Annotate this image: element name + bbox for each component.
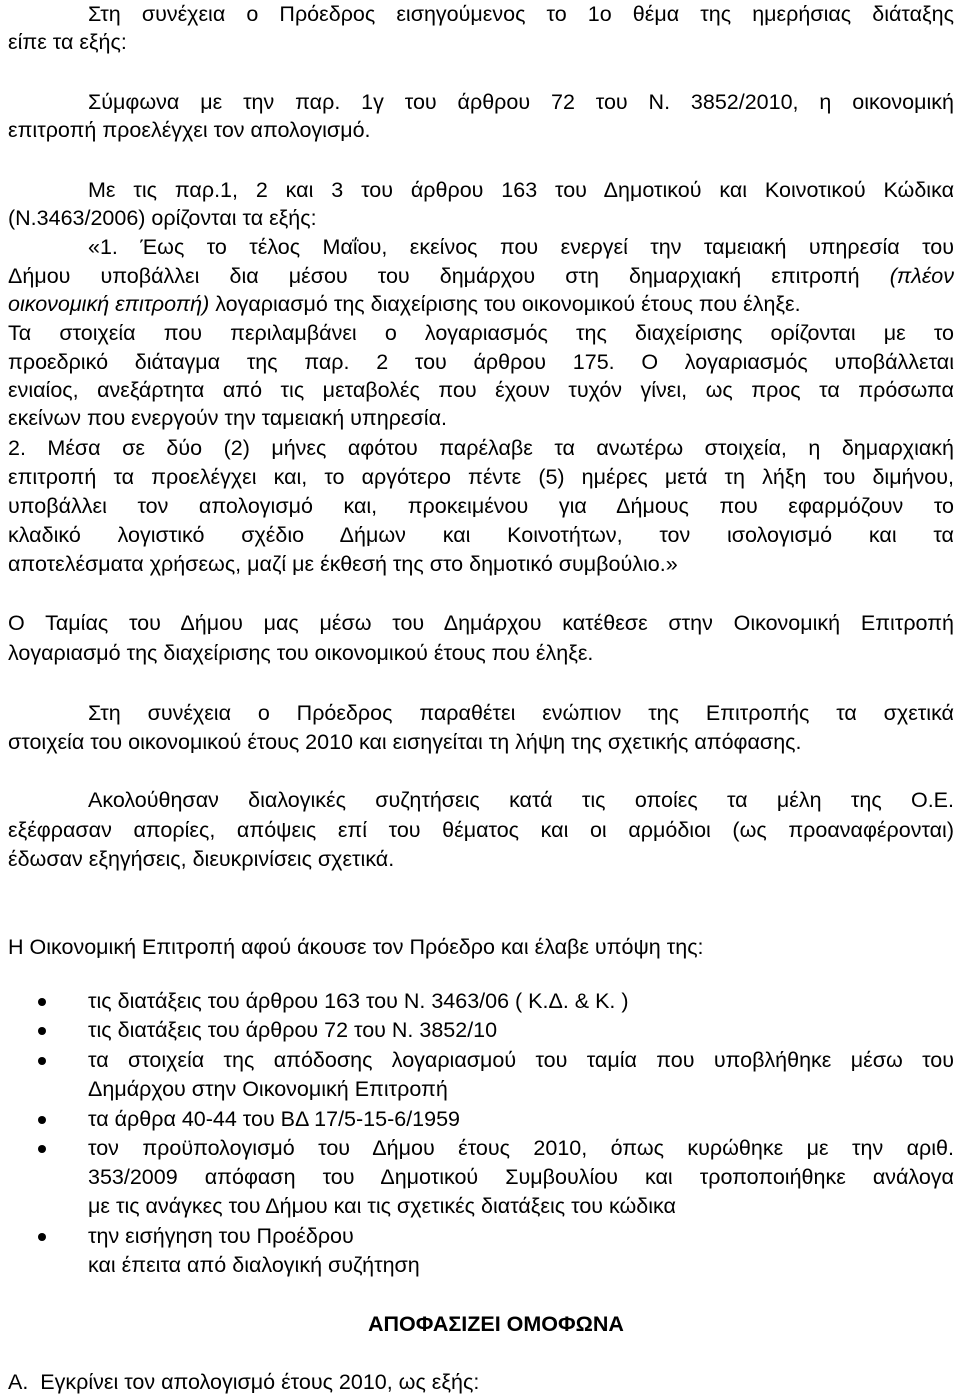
decision-title: ΑΠΟΦΑΣΙΖΕΙ ΟΜΟΦΩΝΑ xyxy=(368,1312,624,1336)
considering-item-3: τα στοιχεία της απόδοσης λογαριασμού του ταμία που υποβλήθηκε μέσω του xyxy=(88,1048,954,1072)
intro-line-2: είπε τα εξής: xyxy=(8,30,127,54)
considering-item-5-cont-1: 353/2009 απόφαση του Δημοτικού Συμβουλίου και τροποποιήθηκε ανάλογα xyxy=(88,1165,954,1189)
bullet-icon xyxy=(38,1233,46,1241)
law2-line-5 xyxy=(8,294,801,316)
president-line-1: Στη συνέχεια ο Πρόεδρος παραθέτει ενώπιον της Επιτροπής τα σχετικά xyxy=(88,701,954,725)
considering-item-5-cont-2: με τις ανάγκες του Δήμου και τις σχετικές διατάξεις του κώδικα xyxy=(88,1194,676,1218)
considering-item-1: τις διατάξεις του άρθρου 163 του Ν. 3463/06 ( Κ.Δ. & Κ. ) xyxy=(88,989,629,1013)
discussion-line-3: έδωσαν εξηγήσεις, διευκρινίσεις σχετικά. xyxy=(8,847,395,871)
law2-line-4-italic: (πλέον xyxy=(889,264,954,288)
law2-line-4-text: Δήμου υποβάλλει δια μέσου του δημάρχου στη δημαρχιακή επιτροπή xyxy=(8,264,860,288)
bullet-icon xyxy=(38,1027,46,1035)
treasurer-line-1: Ο Ταμίας του Δήμου μας μέσω του Δημάρχου κατέθεσε στην Οικονομική Επιτροπή xyxy=(8,611,954,635)
discussion-line-2: εξέφρασαν απορίες, απόψεις επί του θέματος και οι αρμόδιοι (ως προαναφέρονται) xyxy=(8,818,954,842)
considering-item-3-cont: Δημάρχου στην Οικονομική Επιτροπή xyxy=(88,1077,448,1101)
law2-line-5-text: λογαριασμό της διαχείρισης του οικονομικού έτους που έληξε. xyxy=(215,292,801,316)
law2-line-5-italic: οικονομική επιτροπή) xyxy=(8,292,210,316)
law2-line-2: (Ν.3463/2006) ορίζονται τα εξής: xyxy=(8,206,317,230)
law2-line-6: Τα στοιχεία που περιλαμβάνει ο λογαριασμός της διαχείρισης ορίζονται με το xyxy=(8,321,954,345)
law2-line-9: εκείνων που ενεργούν την ταμειακή υπηρεσία. xyxy=(8,406,447,430)
decision-item-a xyxy=(8,1372,479,1394)
law2-line-8: ενιαίος, ανεξάρτητα από τις μεταβολές που έχουν τυχόν γίνει, ως προς τα πρόσωπα xyxy=(8,378,954,402)
considering-item-6-cont: και έπειτα από διαλογική συζήτηση xyxy=(88,1253,420,1277)
bullet-icon xyxy=(38,1116,46,1124)
decision-item-a-text: Εγκρίνει τον απολογισμό έτους 2010, ως εξής: xyxy=(40,1370,480,1394)
law2-line-13: κλαδικό λογιστικό σχέδιο Δήμων και Κοινοτήτων, τον ισολογισμό και τα xyxy=(8,523,954,547)
bullet-icon xyxy=(38,1145,46,1153)
law2-line-3: «1. Έως το τέλος Μαΐου, εκείνος που ενεργεί την ταμειακή υπηρεσία του xyxy=(88,235,954,259)
intro-line-1: Στη συνέχεια ο Πρόεδρος εισηγούμενος το 1ο θέμα της ημερήσιας διάταξης xyxy=(88,2,954,26)
president-line-2: στοιχεία του οικονομικού έτους 2010 και εισηγείται τη λήψη της σχετικής απόφασης. xyxy=(8,730,802,754)
law2-line-11: επιτροπή τα προελέγχει και, το αργότερο πέντε (5) ημέρες μετά τη λήξη του διμήνου, xyxy=(8,465,954,489)
law2-line-10: 2. Μέσα σε δύο (2) μήνες αφότου παρέλαβε τα ανωτέρω στοιχεία, η δημαρχιακή xyxy=(8,436,954,460)
bullet-icon xyxy=(38,998,46,1006)
considering-heading: Η Οικονομική Επιτροπή αφού άκουσε τον Πρόεδρο και έλαβε υπόψη της: xyxy=(8,935,704,959)
law1-line-1: Σύμφωνα με την παρ. 1γ του άρθρου 72 του Ν. 3852/2010, η οικονομική xyxy=(88,90,954,114)
law2-line-1: Με τις παρ.1, 2 και 3 του άρθρου 163 του Δημοτικού και Κοινοτικού Κώδικα xyxy=(88,178,954,202)
treasurer-line-2: λογαριασμό της διαχείρισης του οικονομικού έτους που έληξε. xyxy=(8,641,594,665)
law2-line-4 xyxy=(8,266,954,288)
bullet-icon xyxy=(38,1057,46,1065)
considering-item-4: τα άρθρα 40-44 του ΒΔ 17/5-15-6/1959 xyxy=(88,1107,461,1131)
law1-line-2: επιτροπή προελέγχει τον απολογισμό. xyxy=(8,118,371,142)
law2-line-14: αποτελέσματα χρήσεως, μαζί με έκθεσή της στο δημοτικό συμβούλιο.» xyxy=(8,552,678,576)
law2-line-7: προεδρικό διάταγμα της παρ. 2 του άρθρου 175. Ο λογαριασμός υποβάλλεται xyxy=(8,350,954,374)
discussion-line-1: Ακολούθησαν διαλογικές συζητήσεις κατά τις οποίες τα μέλη της Ο.Ε. xyxy=(88,788,954,812)
decision-item-a-label: Α. xyxy=(8,1370,29,1394)
considering-item-5: τον προϋπολογισμό του Δήμου έτους 2010, όπως κυρώθηκε με την αριθ. xyxy=(88,1136,954,1160)
law2-line-12: υποβάλλει τον απολογισμό και, προκειμένου για Δήμους που εφαρμόζουν το xyxy=(8,494,954,518)
considering-item-2: τις διατάξεις του άρθρου 72 του Ν. 3852/10 xyxy=(88,1018,498,1042)
considering-item-6: την εισήγηση του Προέδρου xyxy=(88,1224,354,1248)
